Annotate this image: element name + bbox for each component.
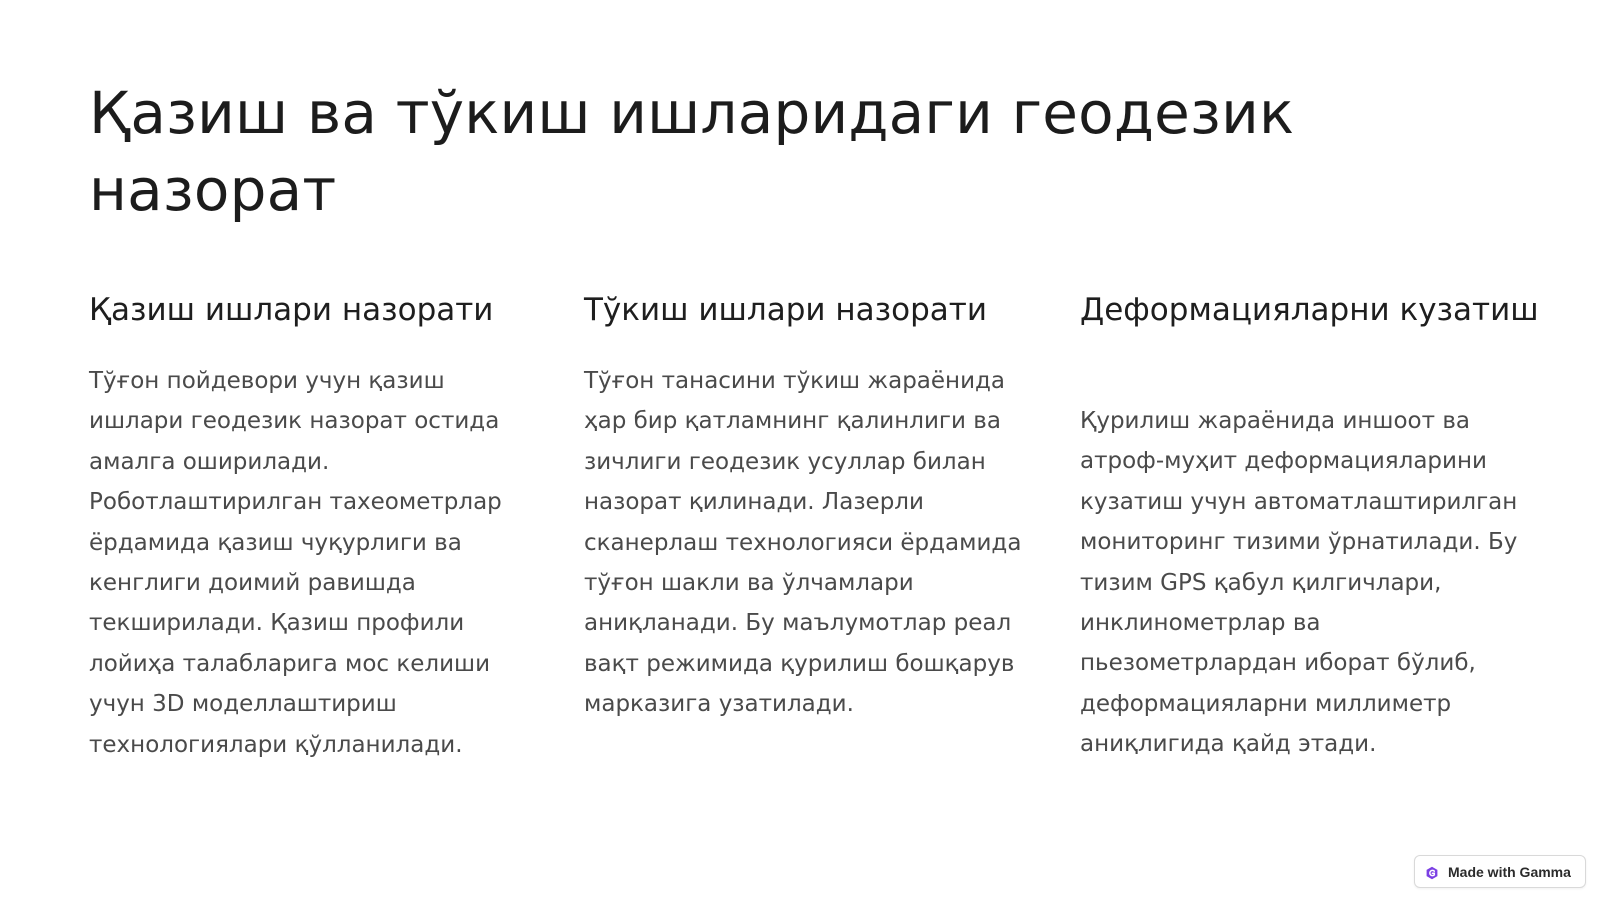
gamma-logo-icon	[1425, 865, 1439, 879]
column-heading: Деформацияларни кузатиш	[1080, 292, 1539, 328]
column-filling	[584, 288, 1024, 725]
column-body-text: Тўғон пойдевори учун қазиш ишлари геодезик назорат остида амалга оширилади. Роботлаштирилган тахеометрлар ёрдамида қазиш чуқурлиги ва кенглиги доимий равишда текширилади. Қазиш профили лойиҳа талабларига мос келиши учун 3D моделлаштириш технологиялари қўлланилади.	[89, 368, 502, 758]
content-columns	[89, 288, 1539, 828]
column-heading: Тўкиш ишлари назорати	[584, 292, 987, 328]
column-deformation	[1080, 288, 1539, 765]
badge-label: Made with Gamma	[1448, 863, 1571, 880]
made-with-gamma-badge[interactable]	[1414, 855, 1586, 888]
column-heading: Қазиш ишлари назорати	[89, 292, 494, 328]
column-body-text: Қурилиш жараёнида иншоот ва атроф-муҳит деформацияларини кузатиш учун автоматлаштирилган мониторинг тизими ўрнатилади. Бу тизим GPS қабул қилгичлари, инклинометрлар ва пьезометрлардан иборат бўлиб, деформацияларни миллиметр аниқлигида қайд этади.	[1080, 408, 1518, 758]
column-excavation	[89, 288, 529, 765]
slide-title: Қазиш ва тўкиш ишларидаги геодезик назорат	[89, 79, 1295, 224]
column-body-text: Тўғон танасини тўкиш жараёнида ҳар бир қатламнинг қалинлиги ва зичлиги геодезик усуллар билан назорат қилинади. Лазерли сканерлаш технологияси ёрдамида тўғон шакли ва ўлчамлари аниқланади. Бу маълумотлар реал вақт режимида қурилиш бошқарув марказига узатилади.	[584, 368, 1022, 718]
